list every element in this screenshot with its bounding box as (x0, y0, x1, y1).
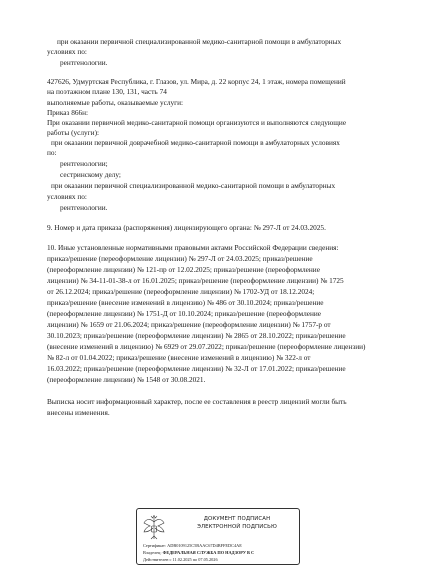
order-number-line: 9. Номер и дата приказа (распоряжения) лицензирующего органа: № 297-Л от 24.03.2025. (47, 223, 326, 232)
text-line: (внесение изменений в лицензию) № 6929 от 29.07.2022; приказ/решение (переоформление лицензии) (47, 342, 366, 351)
text-line: на поэтажном плане 130, 131, часть 74 (47, 87, 167, 96)
text-line: работы (услуги): (47, 128, 100, 137)
text-line: от 26.12.2024; приказ/решение (переоформление лицензии) № 1702-УД от 18.12.2024; (47, 287, 315, 296)
text-line: № 82-л от 01.04.2022; приказ/решение (внесение изменений в лицензию) № 322-л от (47, 353, 311, 362)
text-line: 427626, Удмуртская Республика, г. Глазов, ул. Мира, д. 22 корпус 24, 1 этаж, номера помещений (47, 77, 346, 86)
certificate-line (143, 543, 242, 549)
text-line: Приказ 866н: (47, 108, 89, 117)
text-line: (переоформление лицензии) № 121-пр от 12.02.2025; приказ/решение (переоформление (47, 265, 320, 274)
text-line: (переоформление лицензии) № 1751-Д от 10.10.2024; приказ/решение (переоформление (47, 309, 322, 318)
stamp-title: ДОКУМЕНТ ПОДПИСАН (203, 516, 271, 522)
stamp-subtitle: ЭЛЕКТРОННОЙ ПОДПИСЬЮ (197, 524, 277, 530)
disclaimer-line: Выписка носит информационный характер, после ее составления в реестр лицензий могли быть (47, 397, 347, 406)
certificate-label: Сертификат: (143, 543, 167, 548)
owner-label: Владелец: (143, 550, 162, 555)
text-line: 10. Иные установленные нормативными правовыми актами Российской Федерации сведения: (47, 243, 339, 252)
text-line: рентгенологии. (60, 203, 108, 212)
text-line: рентгенологии. (60, 58, 108, 67)
electronic-signature-stamp (136, 508, 300, 565)
certificate-value: ADB0109125C5BAAC67D4BFFEDC4AE (167, 543, 242, 548)
text-line: (переоформление лицензии) № 1548 от 30.08.2021. (47, 375, 206, 384)
text-line: сестринскому делу; (60, 170, 121, 179)
disclaimer-line: внесены изменения. (47, 408, 110, 417)
text-line: при оказании первичной специализированной медико-санитарной помощи в амбулаторных (51, 181, 336, 190)
text-line: 16.03.2022; приказ/решение (переоформление лицензии) № 32-Л от 17.01.2022; приказ/решение (47, 364, 346, 373)
text-line: условиях по: (47, 192, 87, 201)
text-line: приказ/решение (внесение изменений в лицензию) № 486 от 30.10.2024; приказ/решение (47, 298, 324, 307)
text-line: рентгенологии; (60, 159, 108, 168)
text-line: условиях по: (47, 47, 87, 56)
owner-value: ФЕДЕРАЛЬНАЯ СЛУЖБА ПО НАДЗОРУ В С (162, 550, 255, 555)
text-line: при оказании первичной доврачебной медико-санитарной помощи в амбулаторных условиях (51, 138, 340, 147)
owner-line (143, 550, 254, 556)
text-line: выполняемые работы, оказываемые услуги: (47, 98, 184, 107)
text-line: приказ/решение (переоформление лицензии) № 297-Л от 24.03.2025; приказ/решение (47, 254, 313, 263)
text-line: 30.10.2023; приказ/решение (переоформление лицензии) № 2865 от 28.10.2022; приказ/решение (47, 331, 346, 340)
text-line: при оказании первичной специализированной медико-санитарной помощи в амбулаторных (57, 37, 342, 46)
validity-line: Действителен с 11.02.2025 по 07.05.2026 (143, 557, 218, 562)
text-line: При оказании первичной медико-санитарной помощи организуются и выполняются следующие (47, 118, 347, 127)
coat-of-arms-icon (142, 514, 166, 542)
text-line: по: (47, 148, 57, 157)
text-line: лицензии) № 1659 от 21.06.2024; приказ/решение (переоформление лицензии) № 1757-р от (47, 320, 331, 329)
text-line: лицензии) № 34-11-01-38-л от 16.01.2025; приказ/решение (переоформление лицензии) № 1725 (47, 276, 344, 285)
